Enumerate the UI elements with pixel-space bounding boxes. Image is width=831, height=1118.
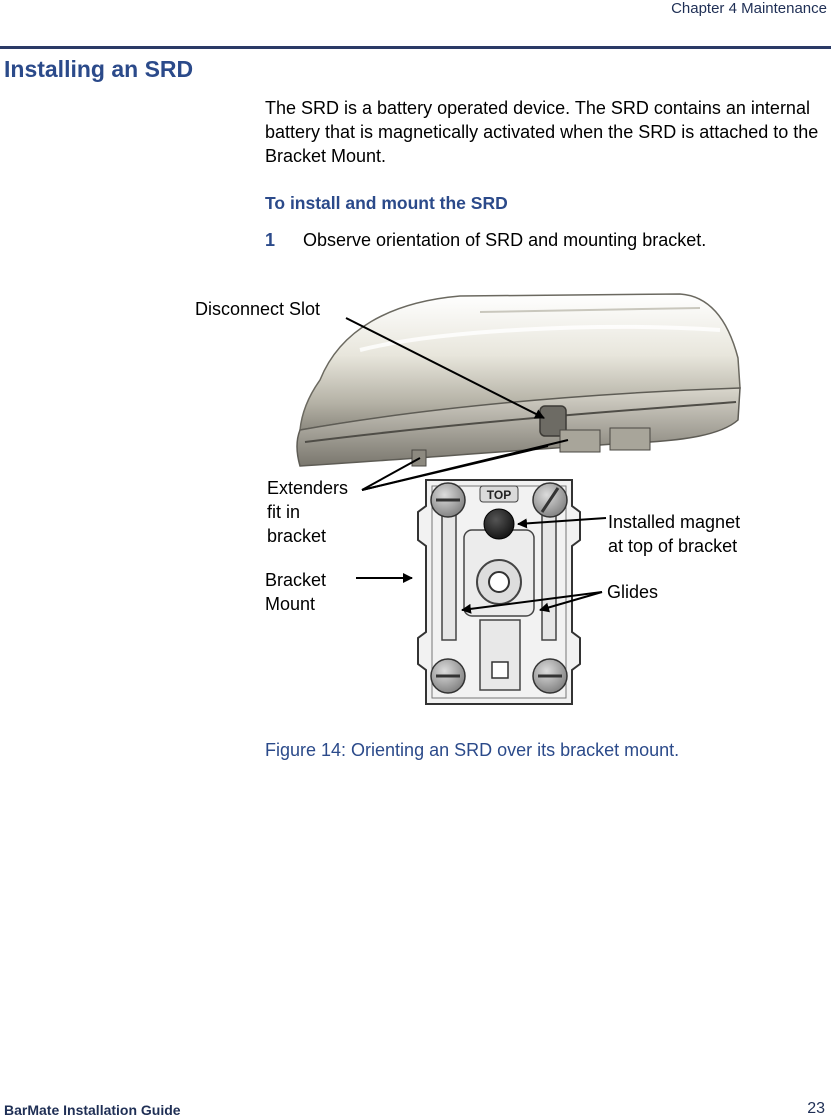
bracket-screw	[533, 659, 567, 693]
srd-device	[297, 294, 740, 466]
bracket-screw	[431, 483, 465, 517]
bracket-mount	[418, 480, 580, 704]
label-extenders: Extenders fit in bracket	[267, 478, 349, 546]
step-number: 1	[265, 230, 276, 250]
srd-figure	[180, 280, 800, 720]
bracket-screw	[533, 483, 567, 517]
header-rule	[0, 46, 831, 49]
figure-caption: Figure 14: Orienting an SRD over its bracket mount.	[265, 740, 680, 760]
section-title: Installing an SRD	[4, 56, 194, 82]
chapter-header: Chapter 4 Maintenance	[671, 0, 827, 17]
top-marking: TOP	[486, 488, 512, 502]
label-disconnect-slot: Disconnect Slot	[195, 299, 321, 319]
label-installed-magnet: Installed magnet at top of bracket	[608, 512, 741, 556]
label-bracket-mount: Bracket Mount	[265, 570, 327, 614]
bracket-screw	[431, 659, 465, 693]
label-glides: Glides	[607, 582, 659, 602]
footer-page-number: 23	[807, 1100, 825, 1117]
footer-guide-title: BarMate Installation Guide	[4, 1102, 181, 1118]
intro-paragraph: The SRD is a battery operated device. The SRD contains an internal battery that is magnetically activated when the SRD is attached to the Bracket Mount.	[265, 98, 819, 166]
step-text: Observe orientation of SRD and mounting bracket.	[303, 230, 707, 250]
procedure-title: To install and mount the SRD	[265, 193, 508, 213]
